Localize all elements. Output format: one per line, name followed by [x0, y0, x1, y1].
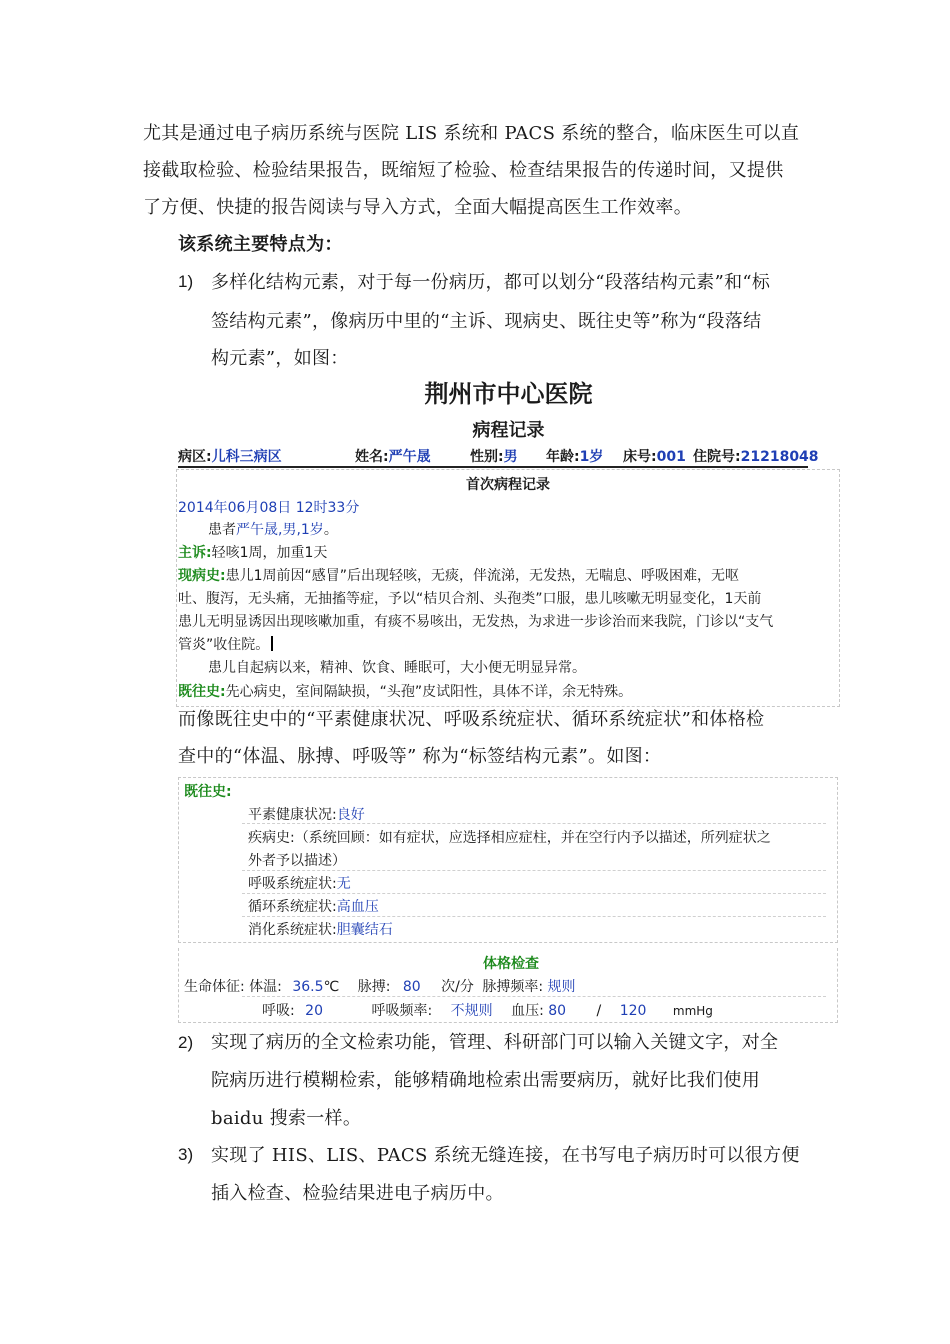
- complaint-line: 主诉:轻咳1周，加重1天: [178, 545, 328, 561]
- digestive-row: 消化系统症状:胆囊结石: [248, 922, 393, 938]
- health-status-row: 平素健康状况:良好: [248, 807, 365, 823]
- circulatory-row: 循环系统症状:高血压: [248, 899, 379, 915]
- item-number: 1): [178, 272, 194, 291]
- item-number: 2): [178, 1033, 194, 1052]
- hpi-line: 患儿自起病以来，精神、饮食、睡眠可，大小便无明显异常。: [208, 660, 586, 676]
- record-datetime: 2014年06月08日 12时33分: [178, 500, 360, 516]
- intro-line: 尤其是通过电子病历系统与医院 LIS 系统和 PACS 系统的整合，临床医生可以直: [143, 123, 800, 144]
- respiratory-row: 呼吸系统症状:无: [248, 876, 351, 892]
- text-cursor: [271, 636, 273, 651]
- exam-heading: 体格检查: [483, 956, 539, 972]
- item-line: 院病历进行模糊检索，能够精确地检索出需要病历，就好比我们使用: [211, 1070, 760, 1091]
- age-field: 年龄:1岁: [546, 449, 604, 465]
- name-field: 姓名:严午晟: [355, 449, 431, 465]
- disease-history-line: 疾病史:（系统回顾：如有症状，应选择相应症柱，并在空行内予以描述，所列症状之: [248, 830, 771, 846]
- header-divider: [178, 466, 808, 468]
- ward-field: 病区:儿科三病区: [178, 449, 282, 465]
- patient-line: 患者严午晟,男,1岁。: [208, 522, 338, 538]
- row-divider: [242, 996, 826, 997]
- hpi-line: 现病史:患儿1周前因“感冒”后出现轻咳，无痰，伴流涕，无发热，无喘息、呼吸困难，无呕: [178, 568, 740, 584]
- admission-field: 住院号:21218048: [693, 449, 819, 465]
- breathing-row: 呼吸: 20 呼吸频率: 不规则 血压: 80 / 120 mmHg: [262, 1003, 713, 1019]
- row-divider: [242, 916, 826, 917]
- item-line: 插入检查、检验结果进电子病历中。: [211, 1183, 504, 1204]
- item-line: 签结构元素”，像病历中里的“主诉、现病史、既往史等”称为“段落结: [211, 311, 762, 332]
- item-number: 3): [178, 1145, 194, 1164]
- row-divider: [242, 870, 826, 871]
- features-heading: 该系统主要特点为：: [178, 234, 343, 255]
- hpi-line: 管炎”收住院。: [178, 634, 273, 654]
- past-history-heading: 既往史:: [184, 784, 232, 800]
- item-line: baidu 搜索一样。: [211, 1108, 362, 1129]
- intro-line: 了方便、快捷的报告阅读与导入方式，全面大幅提高医生工作效率。: [143, 197, 692, 218]
- middle-line: 而像既往史中的“平素健康状况、呼吸系统症状、循环系统症状”和体格检: [178, 709, 765, 730]
- hpi-line: 患儿无明显诱因出现咳嗽加重，有痰不易咳出，无发热，为求进一步诊治而来我院，门诊以“支气: [178, 614, 774, 630]
- item-line: 多样化结构元素，对于每一份病历，都可以划分“段落结构元素”和“标: [211, 272, 771, 293]
- bed-field: 床号:001: [623, 449, 686, 465]
- item-line: 实现了 HIS、LIS、PACS 系统无缝连接，在书写电子病历时可以很方便: [211, 1145, 800, 1166]
- item-line: 构元素”，如图：: [211, 348, 349, 369]
- disease-history-line: 外者予以描述）: [248, 853, 346, 869]
- past-history-line: 既往史:先心病史，室间隔缺损，“头孢”皮试阳性，具体不详，余无特殊。: [178, 684, 633, 700]
- vitals-row: 生命体征: 体温: 36.5℃ 脉搏: 80 次/分 脉搏频率: 规则: [184, 979, 576, 995]
- section-title: 首次病程记录: [466, 477, 550, 493]
- intro-line: 接截取检验、检验结果报告，既缩短了检验、检查结果报告的传递时间，又提供: [143, 160, 784, 181]
- hpi-line: 吐、腹泻，无头痛，无抽搐等症，予以“桔贝合剂、头孢类”口服，患儿咳嗽无明显变化，1天前: [178, 591, 762, 607]
- middle-line: 查中的“体温、脉搏、呼吸等” 称为“标签结构元素”。如图：: [178, 746, 662, 767]
- hospital-name: 荆州市中心医院: [424, 379, 593, 408]
- row-divider: [242, 893, 826, 894]
- sex-field: 性别:男: [470, 449, 518, 465]
- item-line: 实现了病历的全文检索功能，管理、科研部门可以输入关键文字，对全: [211, 1032, 779, 1053]
- record-title: 病程记录: [472, 420, 545, 441]
